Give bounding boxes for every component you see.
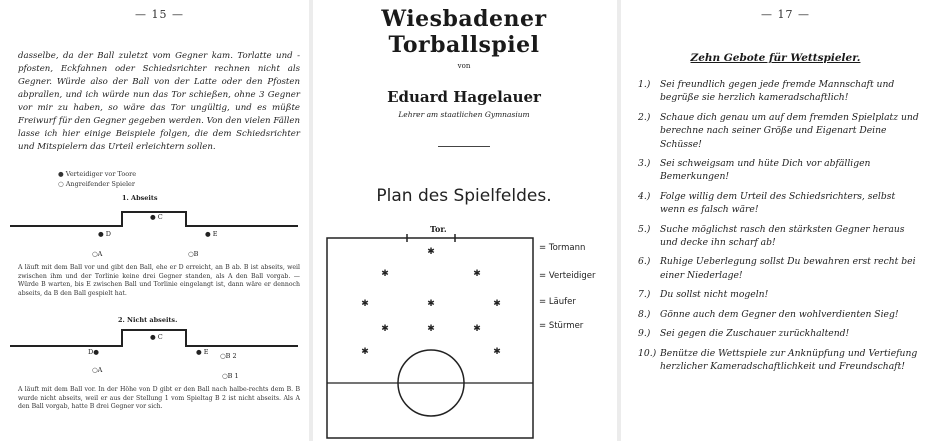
item-text: Ruhige Ueberlegung sollst Du bewahren erst recht bei einer Niederlage! <box>660 256 916 281</box>
item-text: Schaue dich genau um auf dem fremden Spielplatz und berechne nach seiner Größe und Eigenart Deine Schüsse! <box>660 111 919 150</box>
list-item <box>638 111 922 151</box>
list-item <box>638 78 922 105</box>
player-label: D● <box>88 348 99 356</box>
item-number: 1.) <box>638 79 651 90</box>
list-item <box>638 327 922 340</box>
list-item <box>638 308 922 321</box>
player-label: ● E <box>205 230 218 238</box>
page-number: — 17 — <box>761 8 810 21</box>
author-name: Eduard Hagelauer <box>387 88 541 106</box>
player-forward: ✱ <box>473 324 481 334</box>
item-number: 8.) <box>638 308 651 320</box>
divider <box>438 146 490 147</box>
item-number: 5.) <box>638 223 651 235</box>
player-midfielder: ✱ <box>361 299 369 309</box>
left-page <box>0 0 309 441</box>
list-item <box>638 288 922 301</box>
legend-defender: ● Verteidiger vor Toore <box>58 170 137 178</box>
item-text: Sei freundlich gegen jede fremde Mannschaft und begrüße sie herzlich kameradschaftlich! <box>660 79 895 104</box>
item-text: Gönne auch dem Gegner den wohlverdienten Sieg! <box>660 308 899 320</box>
item-text: Suche möglichst rasch den stärksten Gegner heraus und decke ihn scharf ab! <box>660 223 905 249</box>
item-number: 6.) <box>638 256 651 268</box>
player-midfielder: ✱ <box>493 299 501 309</box>
list-item <box>638 255 922 282</box>
player-label: ○B 2 <box>220 352 237 360</box>
player-defender: ✱ <box>473 269 481 279</box>
item-text: Du sollst nicht mogeln! <box>660 289 769 301</box>
author-role: Lehrer am staatlichen Gymnasium <box>398 110 530 119</box>
field-plan <box>325 226 537 441</box>
player-label: ○B 1 <box>222 372 239 380</box>
item-text: Sei gegen die Zuschauer zurückhaltend! <box>660 328 850 340</box>
body-paragraph: dasselbe, da der Ball zuletzt vom Gegner kam. Torlatte und -pfosten, Eckfahnen oder Schiedsrichter rechnen nicht als Gegner. Würde also der Ball von der Latte oder den Pfosten abprallen, und ich würde nun das Tor schießen, ohne 3 Gegner vor mir zu haben, so wäre das Tor ungültig, und es müßte Freiwurf für den Gegner gegeben werden. Von den vielen Fällen lasse ich hier einige Beispiele folgen, die dem Schiedsrichter und Mitspielern das Urteil erleichtern sollen. <box>18 51 300 152</box>
offside-diagram-2 <box>0 320 309 370</box>
item-number: 10.) <box>638 347 657 359</box>
page-number: — 15 — <box>135 8 184 21</box>
player-label: ○B <box>188 250 199 258</box>
item-number: 2.) <box>638 111 651 123</box>
plan-title: Plan des Spielfeldes. <box>376 186 552 206</box>
commandments-list <box>638 78 922 379</box>
item-number: 7.) <box>638 289 651 301</box>
page-gutter <box>617 0 621 441</box>
player-label: ○A <box>92 250 103 258</box>
book-title: Wiesbadener Torballspiel <box>381 6 547 58</box>
player-label: ● D <box>98 230 111 238</box>
player-forward: ✱ <box>381 324 389 334</box>
diagram-caption: A läuft mit dem Ball vor und gibt den Ball, ehe er D erreicht, an B ab. B ist abseits, weil zwischen ihm und der Torlinie keine drei Gegner standen, als A den Ball vorgab. — Würde B warten, bis E zwischen Ball und Torlinie eingelangt ist, dann wäre er dennoch abseits, da B den Ball gespielt hat. <box>18 264 300 297</box>
player-defender: ✱ <box>381 269 389 279</box>
item-number: 9.) <box>638 328 651 340</box>
legend-stuermer: = Stürmer <box>539 321 584 331</box>
list-item <box>638 223 922 250</box>
item-text: Folge willig dem Urteil des Schiedsrichters, selbst wenn es falsch wäre! <box>660 190 896 216</box>
legend-laeufer: = Läufer <box>539 297 576 307</box>
player-label: ○A <box>92 366 103 374</box>
goal-label: Tor. <box>430 224 447 234</box>
item-number: 3.) <box>638 158 651 170</box>
item-text: Benütze die Wettspiele zur Anknüpfung und Vertiefung herzlicher Kameradschaftlichkeit und Freundschaft! <box>660 347 918 372</box>
list-item <box>638 347 922 374</box>
player-label: ● E <box>196 348 209 356</box>
legend-tormann: = Tormann <box>539 243 586 253</box>
player-goalkeeper: ✱ <box>427 247 435 257</box>
list-item <box>638 190 922 217</box>
player-forward: ✱ <box>361 347 369 357</box>
legend-verteidiger: = Verteidiger <box>539 271 596 281</box>
player-midfielder: ✱ <box>427 299 435 309</box>
diagram-title: 1. Abseits <box>122 194 158 202</box>
offside-diagram-1 <box>0 200 309 268</box>
item-number: 4.) <box>638 190 651 202</box>
middle-page <box>313 0 615 441</box>
field-boundary <box>327 238 533 438</box>
list-item <box>638 157 922 184</box>
byline-von: von <box>457 62 471 70</box>
item-text: Sei schweigsam und hüte Dich vor abfälligen Bemerkungen! <box>660 158 871 183</box>
commandments-heading: Zehn Gebote für Wettspieler. <box>690 52 861 64</box>
diagram-title: 2. Nicht abseits. <box>118 316 178 324</box>
player-forward: ✱ <box>427 324 435 334</box>
diagram-caption: A läuft mit dem Ball vor. In der Höhe von D gibt er den Ball nach halbe-rechts dem B. B wurde nicht abseits, weil er aus der Stellung 1 vom Spieltag B 2 ist nicht abseits. Als A den Ball vorgab, hatte B drei Gegner vor sich. <box>18 386 300 410</box>
legend-attacker: ○ Angreifender Spieler <box>58 180 136 188</box>
player-label: ● C <box>150 333 163 341</box>
player-label: ● C <box>150 213 163 221</box>
right-page <box>622 0 929 441</box>
player-forward: ✱ <box>493 347 501 357</box>
